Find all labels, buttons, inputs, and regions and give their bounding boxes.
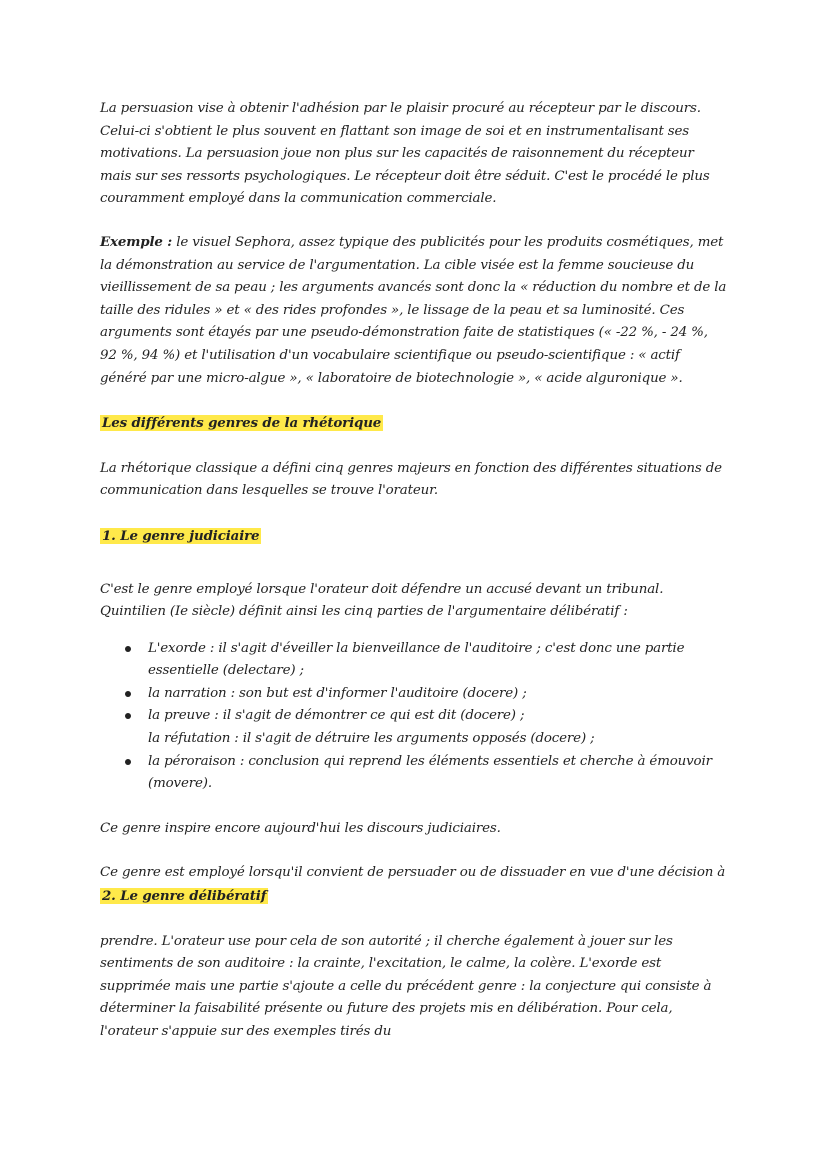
deliberatif-heading: 2. Le genre délibératif [102, 888, 267, 905]
judiciaire-heading: 1. Le genre judiciaire [102, 527, 260, 544]
judiciaire-heading-line [100, 525, 728, 549]
bullet-dot-icon [125, 713, 131, 719]
section-heading: Les différents genres de la rhétorique [102, 415, 382, 432]
list-item: la preuve : il s'agit de démontrer ce qui est dit (docere) ; [100, 705, 728, 728]
list-item: la réfutation : il s'agit de détruire les arguments opposés (docere) ; [148, 731, 595, 747]
persuasion-paragraph: La persuasion vise à obtenir l'adhésion par le plaisir procuré au récepteur par le discours. Celui-ci s'obtient le plus souvent en flattant son image de soi et en instrumentalisant ses motivations. La persuasion joue non plus sur les capacités de raisonnement du récepteur mais sur ses ressorts psychologiques. Le récepteur doit être séduit. C'est le procédé le plus couramment employé dans la communication commerciale. [100, 101, 710, 207]
list-item: L'exorde : il s'agit d'éveiller la bienveillance de l'auditoire ; c'est donc une partie essentielle (delectare) ; [100, 638, 728, 683]
judiciaire-intro-paragraph: C'est le genre employé lorsque l'orateur doit défendre un accusé devant un tribunal. Quintilien (Ie siècle) définit ainsi les cinq parties de l'argumentaire délibératif : [100, 581, 664, 620]
example-paragraph [100, 231, 728, 390]
list-item: la narration : son but est d'informer l'auditoire (docere) ; [100, 683, 728, 706]
deliberatif-lead-paragraph: Ce genre est employé lorsqu'il convient de persuader ou de dissuader en vue d'une décision à 2. Le genre délibératif [100, 865, 726, 905]
list-item: la péroraison : conclusion qui reprend les éléments essentiels et cherche à émouvoir (movere). [100, 751, 728, 796]
example-text: le visuel Sephora, assez typique des publicités pour les produits cosmétiques, met la démonstration au service de l'argumentation. La cible visée est la femme soucieuse du vieillissement de sa peau ; les arguments avancés sont donc la « réduction du nombre et de la taille des ridules » et « des rides profondes », le lissage de la peau et sa luminosité. Ces arguments sont étayés par une pseudo-démonstration faite de statistiques (« -22 %, - 24 %, 92 %, 94 %) et l'utilisation d'un vocabulaire scientifique ou pseudo-scientifique : « actif généré par une micro-algue », « laboratoire de biotechnologie », « acide alguronique ». [100, 234, 727, 386]
bullet-dot-icon [125, 759, 131, 765]
judiciaire-outro-paragraph: Ce genre inspire encore aujourd'hui les discours judiciaires. [100, 820, 501, 836]
example-label: Exemple : [100, 233, 173, 250]
genres-intro-paragraph: La rhétorique classique a défini cinq genres majeurs en fonction des différentes situations de communication dans lesquelles se trouve l'orateur. [100, 460, 722, 499]
bullet-dot-icon [125, 691, 131, 697]
bullet-dot-icon [125, 646, 131, 652]
judiciaire-parts-list [100, 638, 728, 796]
section-heading-line [100, 412, 728, 436]
document-page [100, 98, 728, 1044]
deliberatif-paragraph: prendre. L'orateur use pour cela de son autorité ; il cherche également à jouer sur les sentiments de son auditoire : la crainte, l'excitation, le calme, la colère. L'exorde est supprimée mais une partie s'ajoute a celle du précédent genre : la conjecture qui consiste à déterminer la faisabilité présente ou future des projets mis en délibération. Pour cela, l'orateur s'appuie sur des exemples tirés du [100, 933, 712, 1039]
